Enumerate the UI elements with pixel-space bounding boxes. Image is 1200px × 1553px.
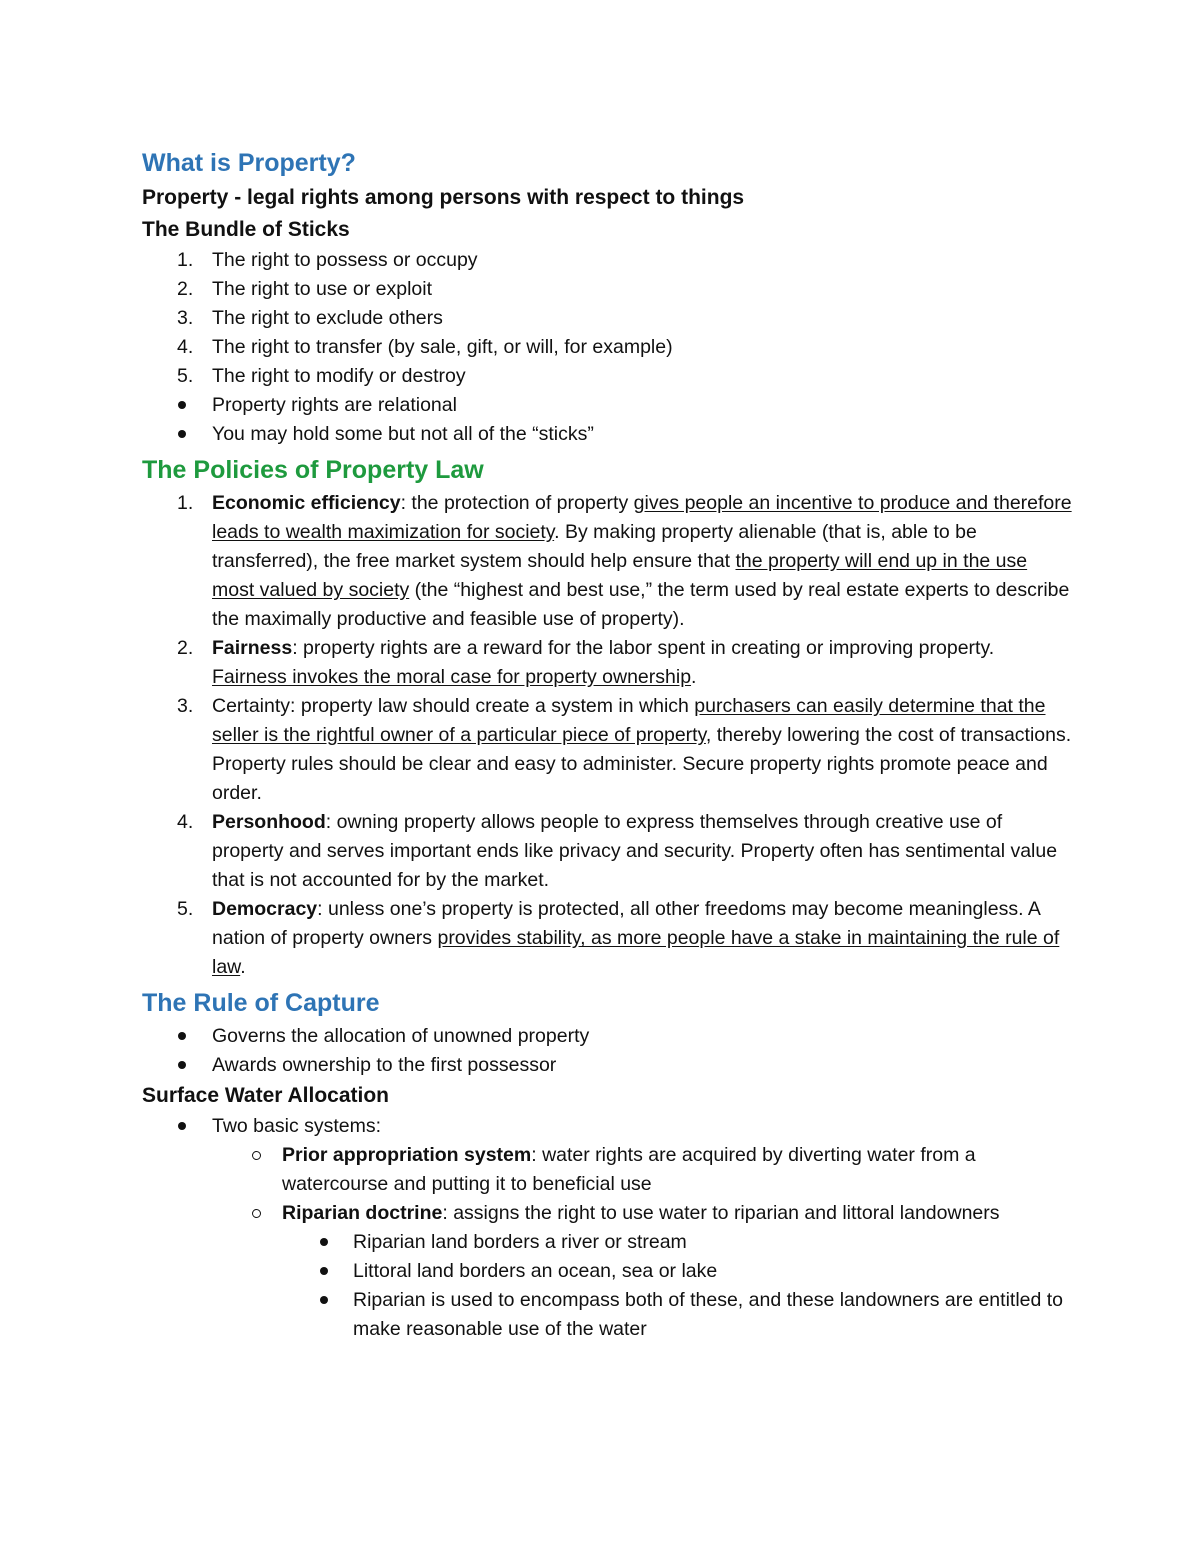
water-list — [142, 1112, 1072, 1344]
list-number: 5. — [177, 365, 194, 387]
bullet-icon — [320, 1296, 328, 1304]
list-item: Property rights are relational — [142, 391, 1072, 420]
bullet-icon — [320, 1267, 328, 1275]
document-body — [142, 142, 1072, 1344]
bullet-icon — [178, 401, 186, 409]
bullet-icon — [178, 1032, 186, 1040]
riparian-doctrine-item: Riparian doctrine: assigns the right to use water to riparian and littoral landowners — [142, 1199, 1072, 1228]
list-item: Riparian land borders a river or stream — [142, 1228, 1072, 1257]
hollow-bullet-icon — [252, 1209, 261, 1218]
heading-what-is-property: What is Property? — [142, 149, 356, 177]
bullet-icon — [178, 1061, 186, 1069]
bundle-bullet-list — [142, 391, 1072, 449]
heading-surface-water: Surface Water Allocation — [142, 1084, 389, 1107]
list-number: 3. — [177, 307, 194, 329]
bullet-icon — [320, 1238, 328, 1246]
list-item: Two basic systems: — [142, 1112, 1072, 1141]
heading-policies: The Policies of Property Law — [142, 456, 484, 484]
bullet-icon — [178, 1122, 186, 1130]
property-definition: Property - legal rights among persons with respect to things — [142, 186, 745, 209]
policies-list — [142, 489, 1072, 982]
list-number: 4. — [177, 336, 194, 358]
list-item: 1. The right to possess or occupy — [142, 246, 1072, 275]
list-item: Awards ownership to the first possessor — [142, 1051, 1072, 1080]
list-item: 5. The right to modify or destroy — [142, 362, 1072, 391]
list-number: 2. — [177, 278, 194, 300]
prior-appropriation-item: Prior appropriation system: water rights are acquired by diverting water from a watercourse and putting it to beneficial use — [142, 1141, 1072, 1199]
bullet-icon — [178, 430, 186, 438]
list-item: Governs the allocation of unowned property — [142, 1022, 1072, 1051]
policy-certainty: 3. Certainty: property law should create a system in which purchasers can easily determine that the seller is the rightful owner of a particular piece of property, thereby lowering the cost of transactions. Property rules should be clear and easy to administer. Secure property rights promote peace and order. — [177, 695, 1072, 804]
list-item: 4. The right to transfer (by sale, gift, or will, for example) — [142, 333, 1072, 362]
policy-democracy: 5. Democracy: unless one’s property is protected, all other freedoms may become meaningless. A nation of property owners provides stability, as more people have a stake in maintaining the rule of law. — [177, 898, 1060, 978]
list-item: Littoral land borders an ocean, sea or lake — [142, 1257, 1072, 1286]
hollow-bullet-icon — [252, 1151, 261, 1160]
list-number: 1. — [177, 249, 194, 271]
list-item: 3. The right to exclude others — [142, 304, 1072, 333]
list-item: 2. The right to use or exploit — [142, 275, 1072, 304]
heading-bundle-of-sticks: The Bundle of Sticks — [142, 218, 350, 241]
list-item: You may hold some but not all of the “sticks” — [142, 420, 1072, 449]
bundle-numbered-list — [142, 246, 1072, 391]
list-item: Riparian is used to encompass both of these, and these landowners are entitled to make reasonable use of the water — [142, 1286, 1072, 1344]
policy-personhood: 4. Personhood: owning property allows people to express themselves through creative use of property and serves important ends like privacy and security. Property often has sentimental value that is not accounted for by the market. — [177, 811, 1058, 891]
capture-bullet-list — [142, 1022, 1072, 1080]
heading-rule-of-capture: The Rule of Capture — [142, 989, 380, 1017]
policy-economic-efficiency: 1. Economic efficiency: the protection of property gives people an incentive to produce and therefore leads to wealth maximization for society. By making property alienable (that is, able to be transferred), the free market system should help ensure that the property will end up in the use most valued by society (the “highest and best use,” the term used by real estate experts to describe the maximally productive and feasible use of property). — [177, 492, 1072, 630]
policy-fairness: 2. Fairness: property rights are a reward for the labor spent in creating or improving property. Fairness invokes the moral case for property ownership. — [177, 637, 995, 688]
